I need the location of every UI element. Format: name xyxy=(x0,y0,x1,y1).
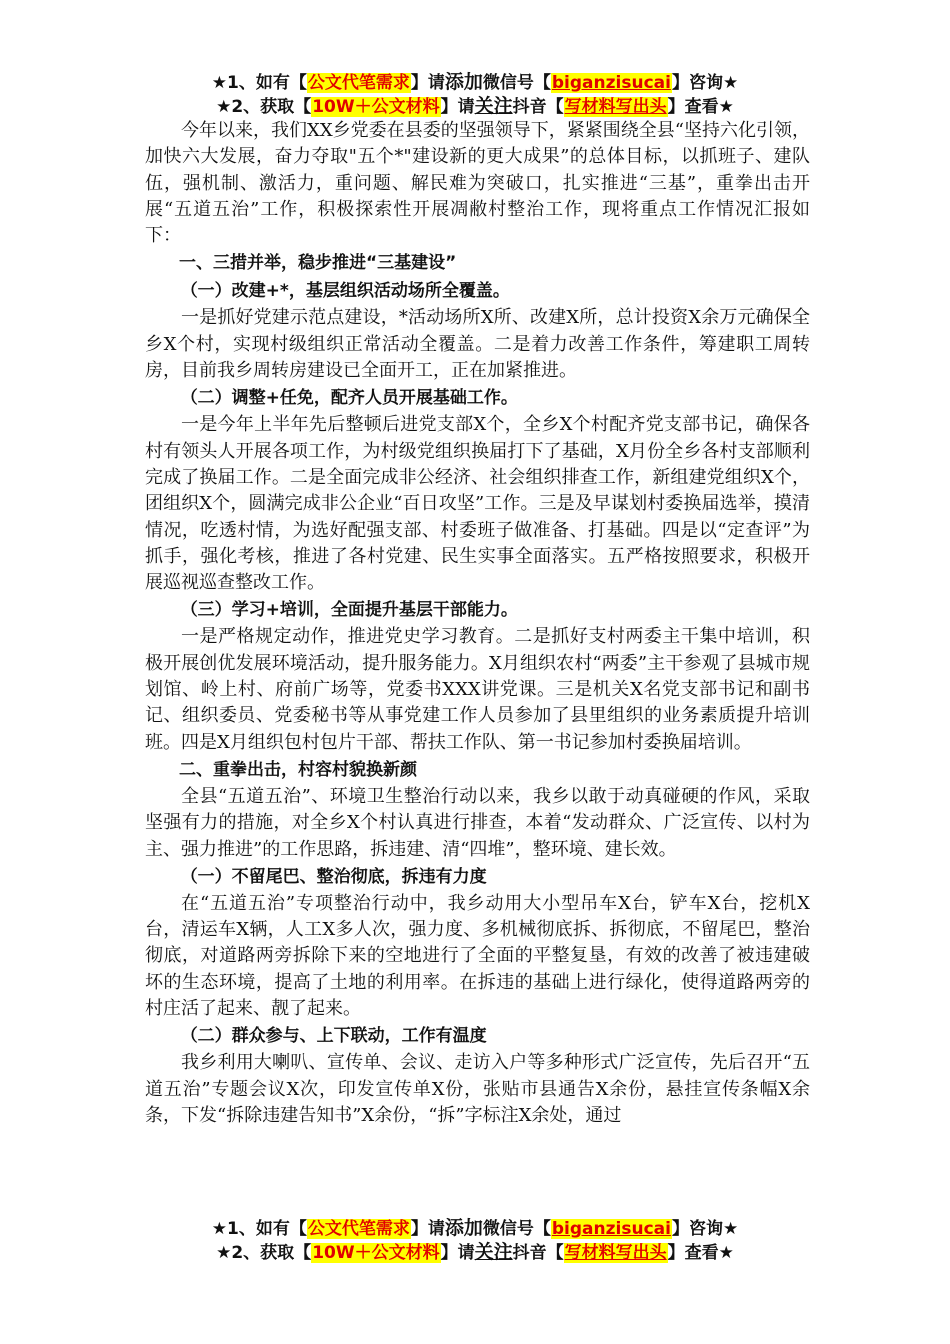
intro-paragraph: 今年以来，我们XX乡党委在县委的坚强领导下，紧紧围绕全县“坚持六化引领，加快六大发展，奋力夺取"五个*"建设新的更大成果”的总体目标，以抓班子、建队伍，强机制、激活力，重问题、解民难为突破口，扎实推进“三基”，重拳出击开展“五道五治”工作，积极探索性开展凋敝村整治工作，现将重点工作情况汇报如下： xyxy=(145,120,810,247)
promo-highlight: 10W＋公文材料 xyxy=(312,97,440,117)
subsection-heading: （一）不留尾巴、整治彻底，拆违有力度 xyxy=(180,866,487,887)
paragraph: 一是今年上半年先后整顿后进党支部X个，全乡X个村配齐党支部书记，确保各村有领头人开展各项工作，为村级党组织换届打下了基础，X月份全乡各村支部顺利完成了换届工作。二是全面完成非公经济、社会组织排查工作，新组建党组织X个，团组织X个，圆满完成非公企业“百日攻坚”工作。三是及早谋划村委换届选举，摸清情况，吃透村情，为选好配强支部、村委班子做准备、打基础。四是以“定查评”为抓手，强化考核，推进了各村党建、民生实事全面落实。五严格按照要求，积极开展巡视巡查整改工作。 xyxy=(145,414,810,594)
paragraph: 我乡利用大喇叭、宣传单、会议、走访入户等多种形式广泛宣传，先后召开“五道五治”专题会议X次，印发宣传单X份，张贴市县通告X余份，悬挂宣传条幅X余条，下发“拆除违建告知书”X余份，“拆”字标注X余处，通过 xyxy=(145,1052,810,1126)
subsection-heading: （二）调整+任免，配齐人员开展基础工作。 xyxy=(180,388,518,409)
paragraph: 全县“五道五治”、环境卫生整治行动以来，我乡以敢于动真碰硬的作风，采取坚强有力的措施，对全乡X个村认真进行排查，本着“发动群众、广泛宣传、以村为主、强力推进”的工作思路，拆违建、清“四堆”，整环境、建长效。 xyxy=(145,785,810,860)
document-body xyxy=(145,118,810,1129)
promo-text: 】请 xyxy=(410,1219,445,1239)
promo-text: ★2、获取【 xyxy=(216,97,312,117)
promo-emphasis: 添加 xyxy=(444,71,483,93)
promo-highlight: 公文代笔需求 xyxy=(307,1219,410,1239)
promo-emphasis: 关注 xyxy=(474,1241,513,1263)
promo-line-2-top xyxy=(0,94,950,119)
subsection-heading: （三）学习+培训，全面提升基层干部能力。 xyxy=(180,600,518,621)
promo-highlight: 10W＋公文材料 xyxy=(312,1243,440,1263)
promo-text: 】查看★ xyxy=(667,1243,734,1263)
promo-text: 抖音【 xyxy=(512,1243,564,1263)
paragraph: 一是抓好党建示范点建设，*活动场所X所、改建X所，总计投资X余万元确保全乡X个村，实现村级组织正常活动全覆盖。二是着力改善工作条件，筹建职工周转房，目前我乡周转房建设已全面开工，正在加紧推进。 xyxy=(145,307,810,382)
promo-text: 微信号【 xyxy=(482,73,551,93)
promo-text: ★1、如有【 xyxy=(211,73,307,93)
promo-text: 】请 xyxy=(440,1243,475,1263)
promo-text: 抖音【 xyxy=(512,97,564,117)
promo-text: 】咨询★ xyxy=(671,1219,739,1239)
promo-text: ★2、获取【 xyxy=(216,1243,312,1263)
promo-text: ★1、如有【 xyxy=(211,1219,307,1239)
promo-emphasis: 关注 xyxy=(474,95,513,117)
subsection-heading: （二）群众参与、上下联动，工作有温度 xyxy=(180,1026,487,1047)
paragraph: 在“五道五治”专项整治行动中，我乡动用大小型吊车X台，铲车X台，挖机X台，清运车X辆，人工X多人次，强力度、多机械彻底拆、拆彻底，不留尾巴，整治彻底，对道路两旁拆除下来的空地进行了全面的平整复垦，有效的改善了被违建破坏的生态环境，提高了土地的利用率。在拆违的基础上进行绿化，使得道路两旁的村庄活了起来、靓了起来。 xyxy=(145,892,810,1020)
promo-text: 】请 xyxy=(410,73,445,93)
section-heading-1: 一、三措并举，稳步推进“三基建设” xyxy=(179,253,457,274)
promo-line-2-bottom xyxy=(0,1240,950,1265)
promo-text: 】请 xyxy=(440,97,475,117)
promo-line-1-bottom xyxy=(0,1216,950,1241)
subsection-heading: （一）改建+*，基层组织活动场所全覆盖。 xyxy=(180,281,510,302)
promo-douyin-id: 写材料写出头 xyxy=(564,1243,667,1263)
paragraph: 一是严格规定动作，推进党史学习教育。二是抓好支村两委主干集中培训，积极开展创优发展环境活动，提升服务能力。X月组织农村“两委”主干参观了县城市规划馆、岭上村、府前广场等，党委书XXX讲党课。三是机关X名党支部书记和副书记、组织委员、党委秘书等从事党建工作人员参加了县里组织的业务素质提升培训班。四是X月组织包村包片干部、帮扶工作队、第一书记参加村委换届培训。 xyxy=(145,626,810,753)
promo-line-1-top xyxy=(0,70,950,95)
promo-text: 】咨询★ xyxy=(671,73,739,93)
section-heading-2: 二、重拳出击，村容村貌换新颜 xyxy=(179,759,417,780)
promo-wechat-id: biganzisucai xyxy=(551,1219,671,1239)
promo-emphasis: 添加 xyxy=(444,1217,483,1239)
promo-wechat-id: biganzisucai xyxy=(551,73,671,93)
promo-highlight: 公文代笔需求 xyxy=(307,73,410,93)
promo-douyin-id: 写材料写出头 xyxy=(564,97,667,117)
promo-text: 微信号【 xyxy=(482,1219,551,1239)
promo-text: 】查看★ xyxy=(667,97,734,117)
